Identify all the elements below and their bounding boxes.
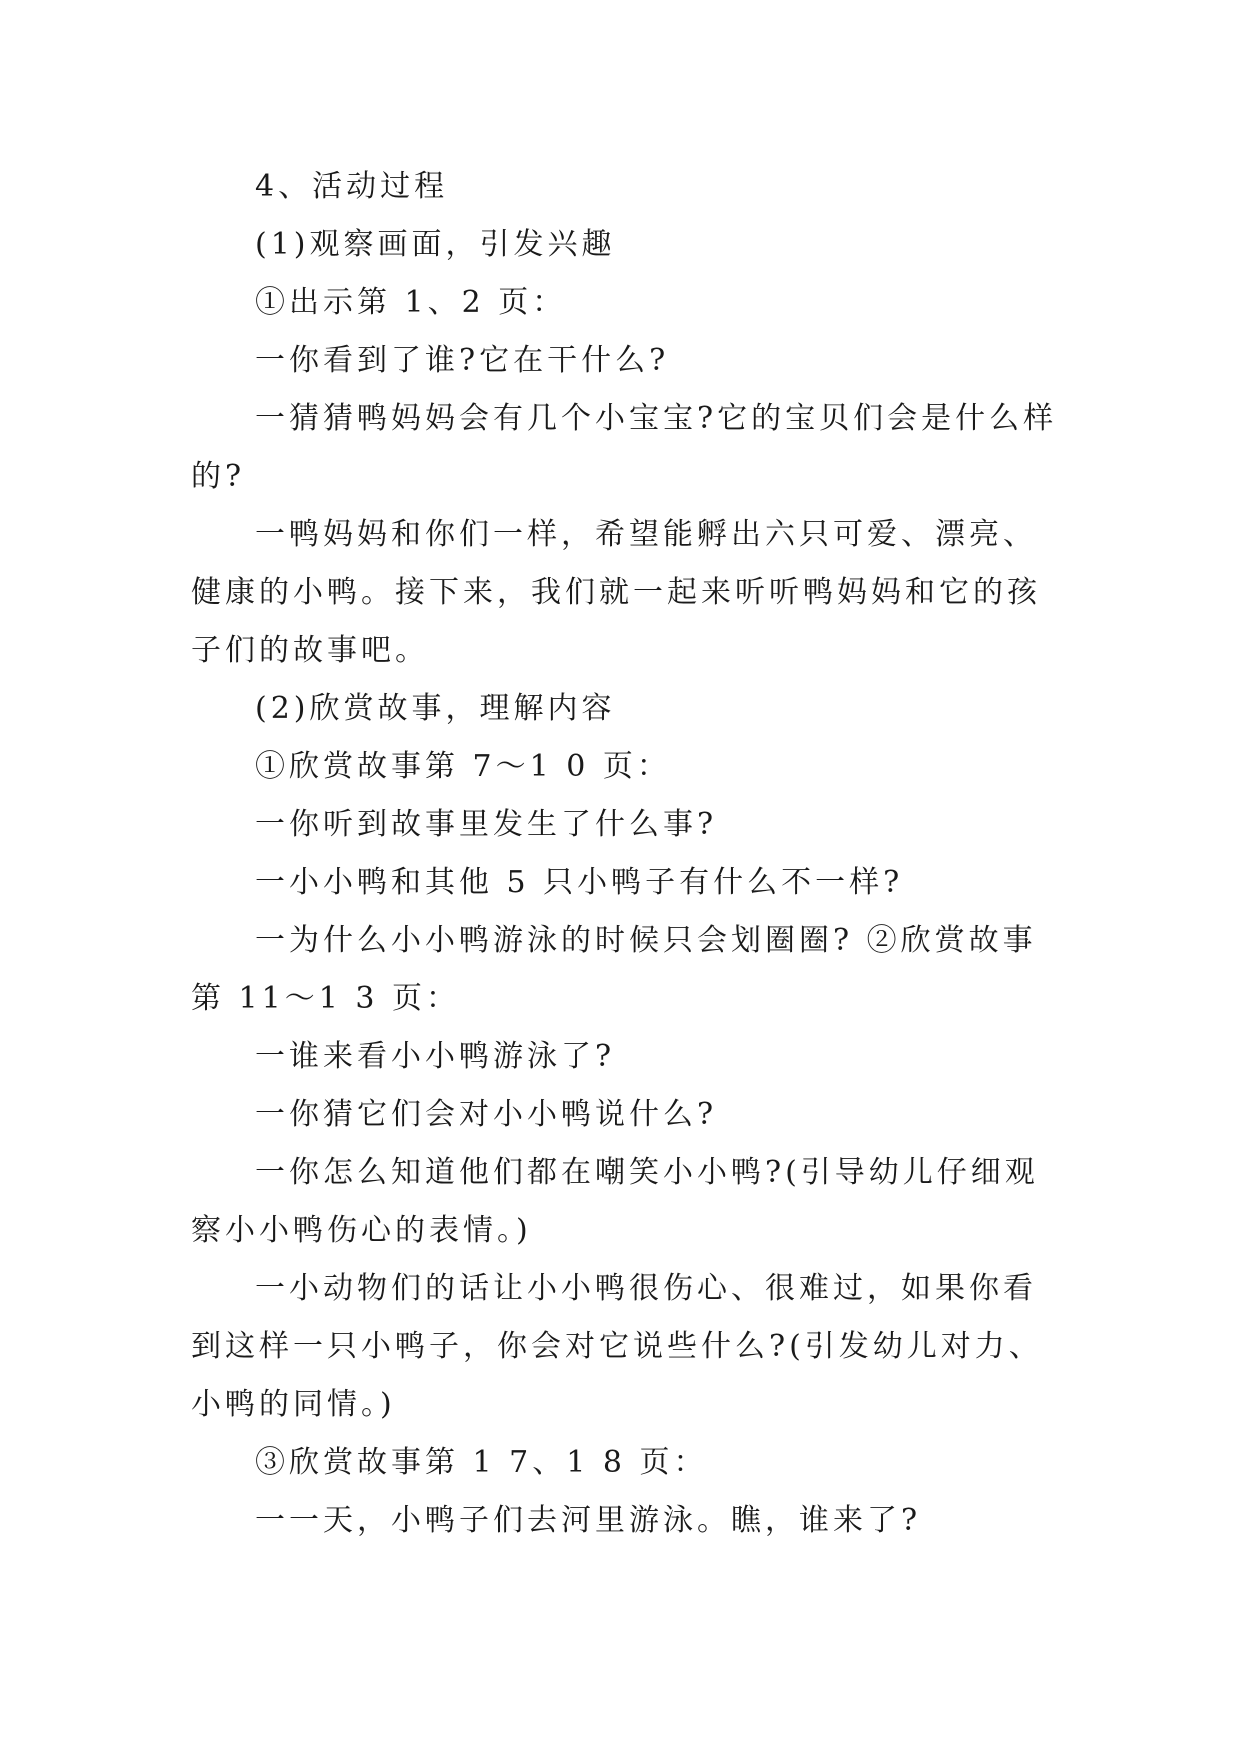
question-paragraph: 一猜猜鸭妈妈会有几个小宝宝?它的宝贝们会是什么样的? — [191, 401, 1058, 494]
question-paragraph: 一你听到故事里发生了什么事? — [255, 807, 718, 842]
question-paragraph: 一谁来看小小鸭游泳了? — [255, 1039, 616, 1074]
body-paragraph: 一鸭妈妈和你们一样，希望能孵出六只可爱、漂亮、健康的小鸭。接下来，我们就一起来听听鸭妈妈和它的孩子们的故事吧。 — [191, 517, 1041, 668]
question-paragraph: 一你怎么知道他们都在嘲笑小小鸭?(引导幼儿仔细观察小小鸭伤心的表情。) — [191, 1155, 1039, 1248]
question-paragraph: 一小小鸭和其他 5 只小鸭子有什么不一样? — [255, 865, 904, 900]
step-show-pages: ①出示第 1、2 页： — [255, 285, 567, 320]
step-story-pages: ③欣赏故事第 1 7、1 8 页： — [255, 1445, 708, 1480]
subheading-appreciate-story: (2)欣赏故事，理解内容 — [255, 691, 616, 726]
question-paragraph: 一小动物们的话让小小鸭很伤心、很难过，如果你看到这样一只小鸭子，你会对它说些什么?(引发幼儿对力、小鸭的同情。) — [191, 1271, 1043, 1422]
subheading-observe-picture: (1)观察画面，引发兴趣 — [255, 227, 616, 262]
question-paragraph: 一一天，小鸭子们去河里游泳。瞧，谁来了? — [255, 1503, 922, 1538]
document-body — [191, 158, 1061, 1550]
step-story-pages: ①欣赏故事第 7～1 0 页： — [255, 749, 671, 784]
section-heading-activity-process: 4、活动过程 — [255, 169, 449, 204]
question-paragraph: 一为什么小小鸭游泳的时候只会划圈圈? ②欣赏故事第 11～1 3 页： — [191, 923, 1037, 1016]
question-paragraph: 一你看到了谁?它在干什么? — [255, 343, 670, 378]
question-paragraph: 一你猜它们会对小小鸭说什么? — [255, 1097, 718, 1132]
